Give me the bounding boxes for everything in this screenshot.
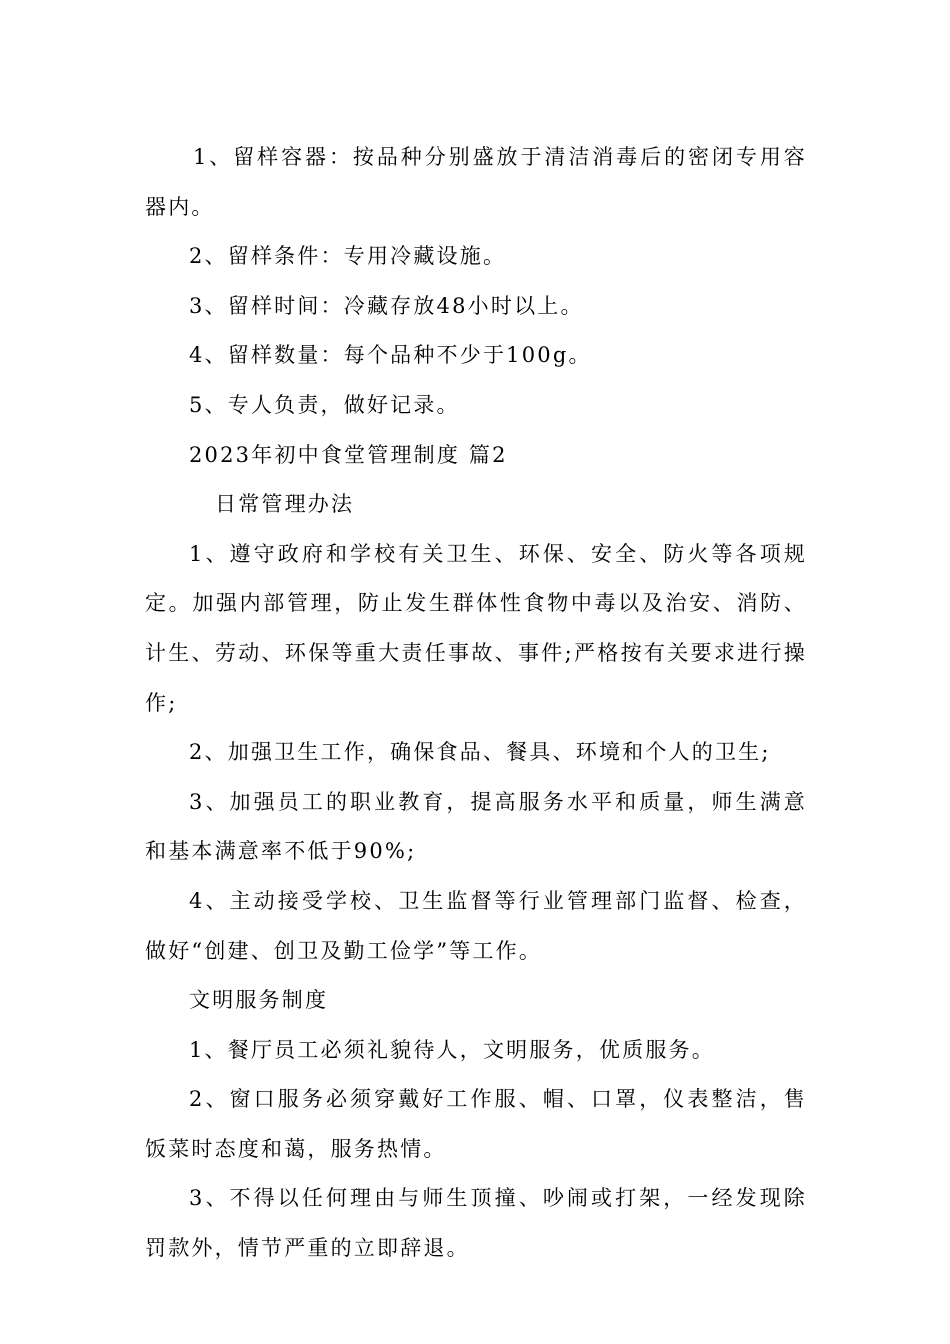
document-body xyxy=(145,133,807,1274)
paragraph-conduct: 3、不得以任何理由与师生顶撞、吵闹或打架，一经发现除罚款外，情节严重的立即辞退。 xyxy=(145,1186,807,1261)
paragraph-sample-quantity: 4、留样数量：每个品种不少于100g。 xyxy=(189,343,592,368)
section-heading: 2023年初中食堂管理制度 篇2 xyxy=(189,442,508,467)
paragraph-regulations: 1、遵守政府和学校有关卫生、环保、安全、防火等各项规定。加强内部管理，防止发生群体性食物中毒以及治安、消防、计生、劳动、环保等重大责任事故、事件;严格按有关要求进行操作; xyxy=(145,541,807,715)
paragraph-courtesy: 1、餐厅员工必须礼貌待人，文明服务，优质服务。 xyxy=(189,1037,715,1062)
paragraph-staff-education: 3、加强员工的职业教育，提高服务水平和质量，师生满意和基本满意率不低于90%; xyxy=(145,789,807,864)
paragraph-supervision: 4、主动接受学校、卫生监督等行业管理部门监督、检查，做好“创建、创卫及勤工俭学”等工作。 xyxy=(145,888,807,963)
paragraph-sample-responsibility: 5、专人负责，做好记录。 xyxy=(189,392,460,417)
subheading-civil-service: 文明服务制度 xyxy=(189,988,329,1013)
paragraph-sample-time: 3、留样时间：冷藏存放48小时以上。 xyxy=(189,293,584,318)
subheading-daily-management: 日常管理办法 xyxy=(215,492,355,517)
paragraph-sample-condition: 2、留样条件：专用冷藏设施。 xyxy=(189,244,507,269)
paragraph-sample-container: 1、留样容器：按品种分别盛放于清洁消毒后的密闭专用容器内。 xyxy=(145,145,807,219)
paragraph-hygiene: 2、加强卫生工作，确保食品、餐具、环境和个人的卫生; xyxy=(189,740,771,765)
paragraph-window-service: 2、窗口服务必须穿戴好工作服、帽、口罩，仪表整洁，售饭菜时态度和蔼，服务热情。 xyxy=(145,1087,807,1161)
